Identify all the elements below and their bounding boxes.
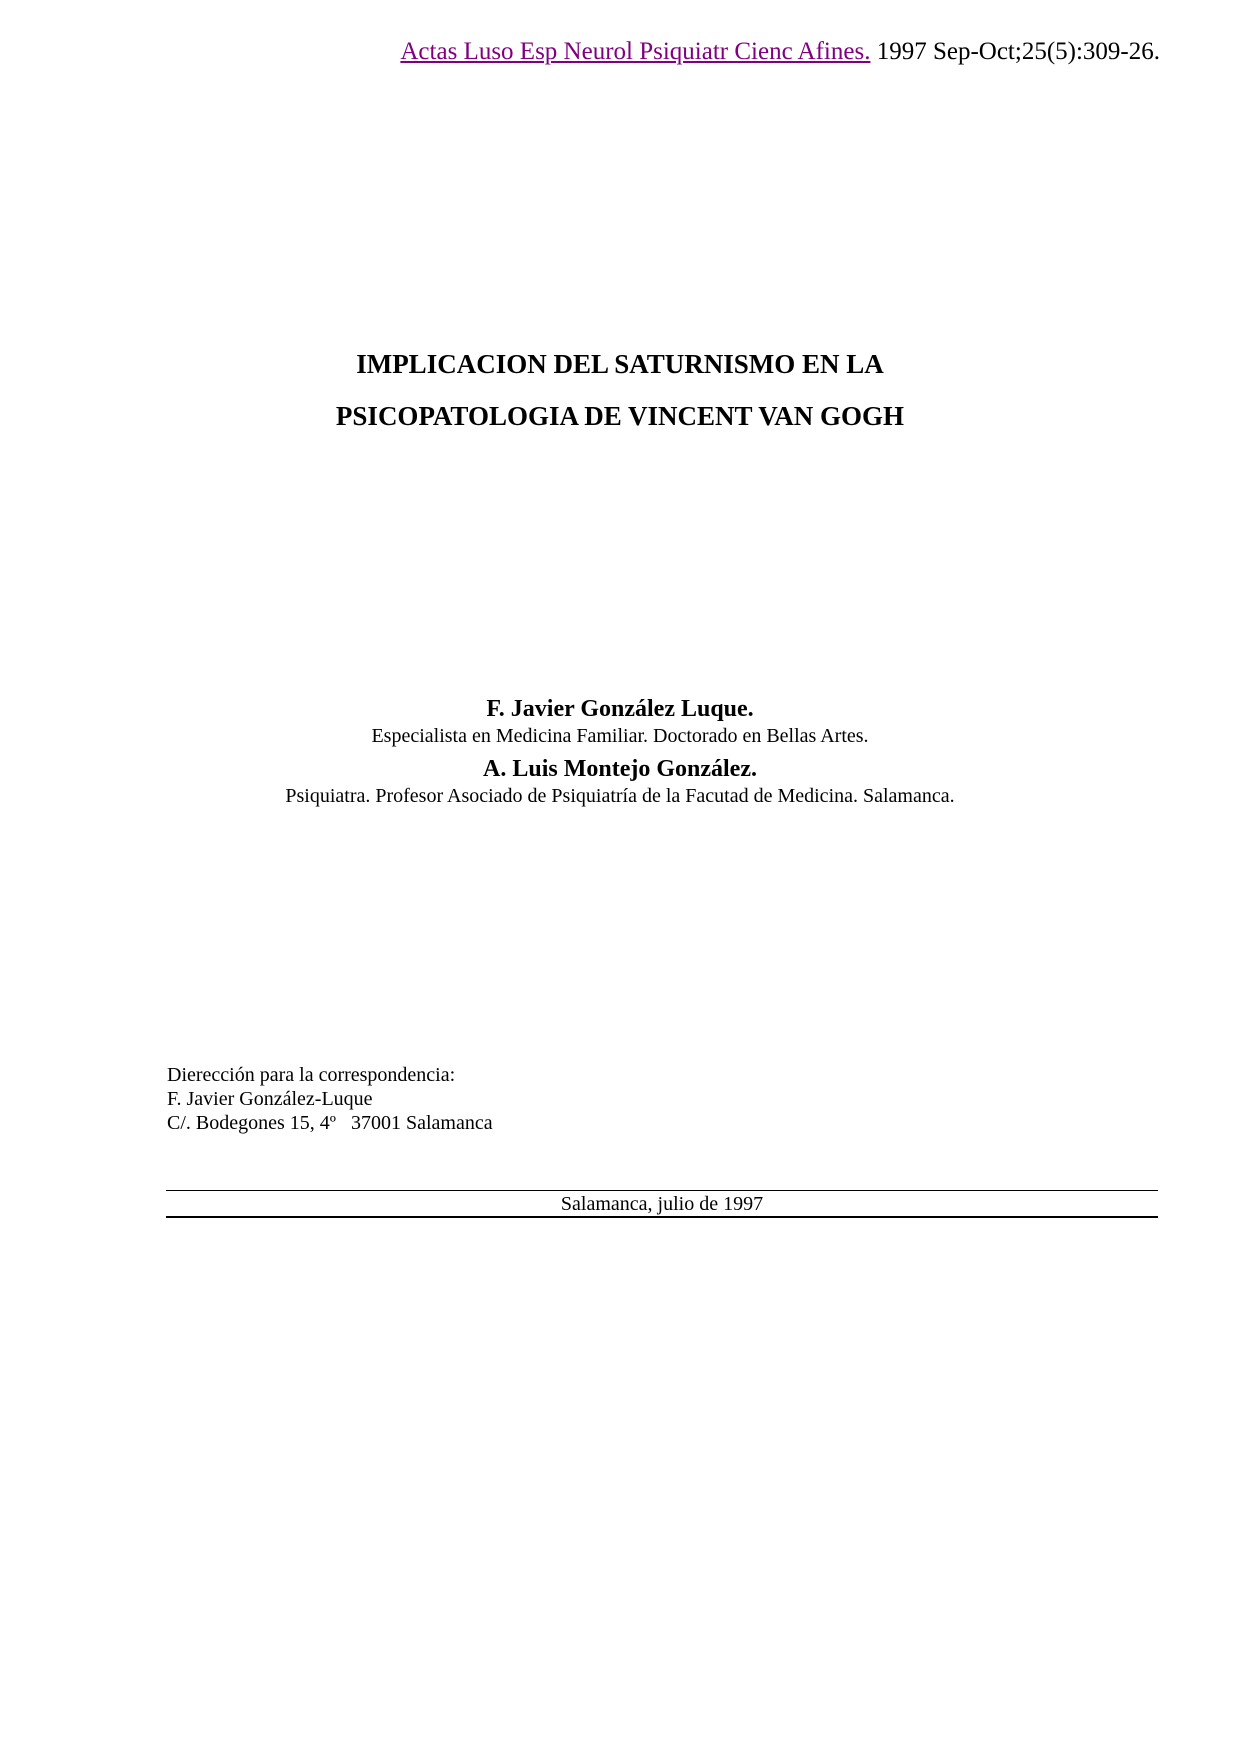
footer-rule-top [166,1190,1158,1191]
title-line-1: IMPLICACION DEL SATURNISMO EN LA [356,349,884,379]
citation-details: 1997 Sep-Oct;25(5):309-26. [870,38,1160,65]
title-line-2: PSICOPATOLOGIA DE VINCENT VAN GOGH [335,401,905,431]
journal-link[interactable]: Actas Luso Esp Neurol Psiquiatr Cienc Afines. [400,38,871,65]
footer-place-date: Salamanca, julio de 1997 [560,1193,764,1215]
citation-line [400,38,1160,66]
correspondence-name: F. Javier González-Luque [167,1088,373,1110]
correspondence-address: C/. Bodegones 15, 4º 37001 Salamanca [167,1112,493,1134]
authors-block [0,694,1240,814]
correspondence-heading: Dierección para la correspondencia: [167,1064,456,1086]
author-name-1: F. Javier González Luque. [486,696,754,722]
footer-rule-bottom [166,1216,1158,1218]
correspondence-block [167,1063,493,1135]
author-affiliation-1: Especialista en Medicina Familiar. Doctorado en Bellas Artes. [371,725,869,747]
author-affiliation-2: Psiquiatra. Profesor Asociado de Psiquiatría de la Facutad de Medicina. Salamanca. [285,785,955,807]
article-title [0,338,1240,442]
author-name-2: A. Luis Montejo González. [483,756,757,782]
